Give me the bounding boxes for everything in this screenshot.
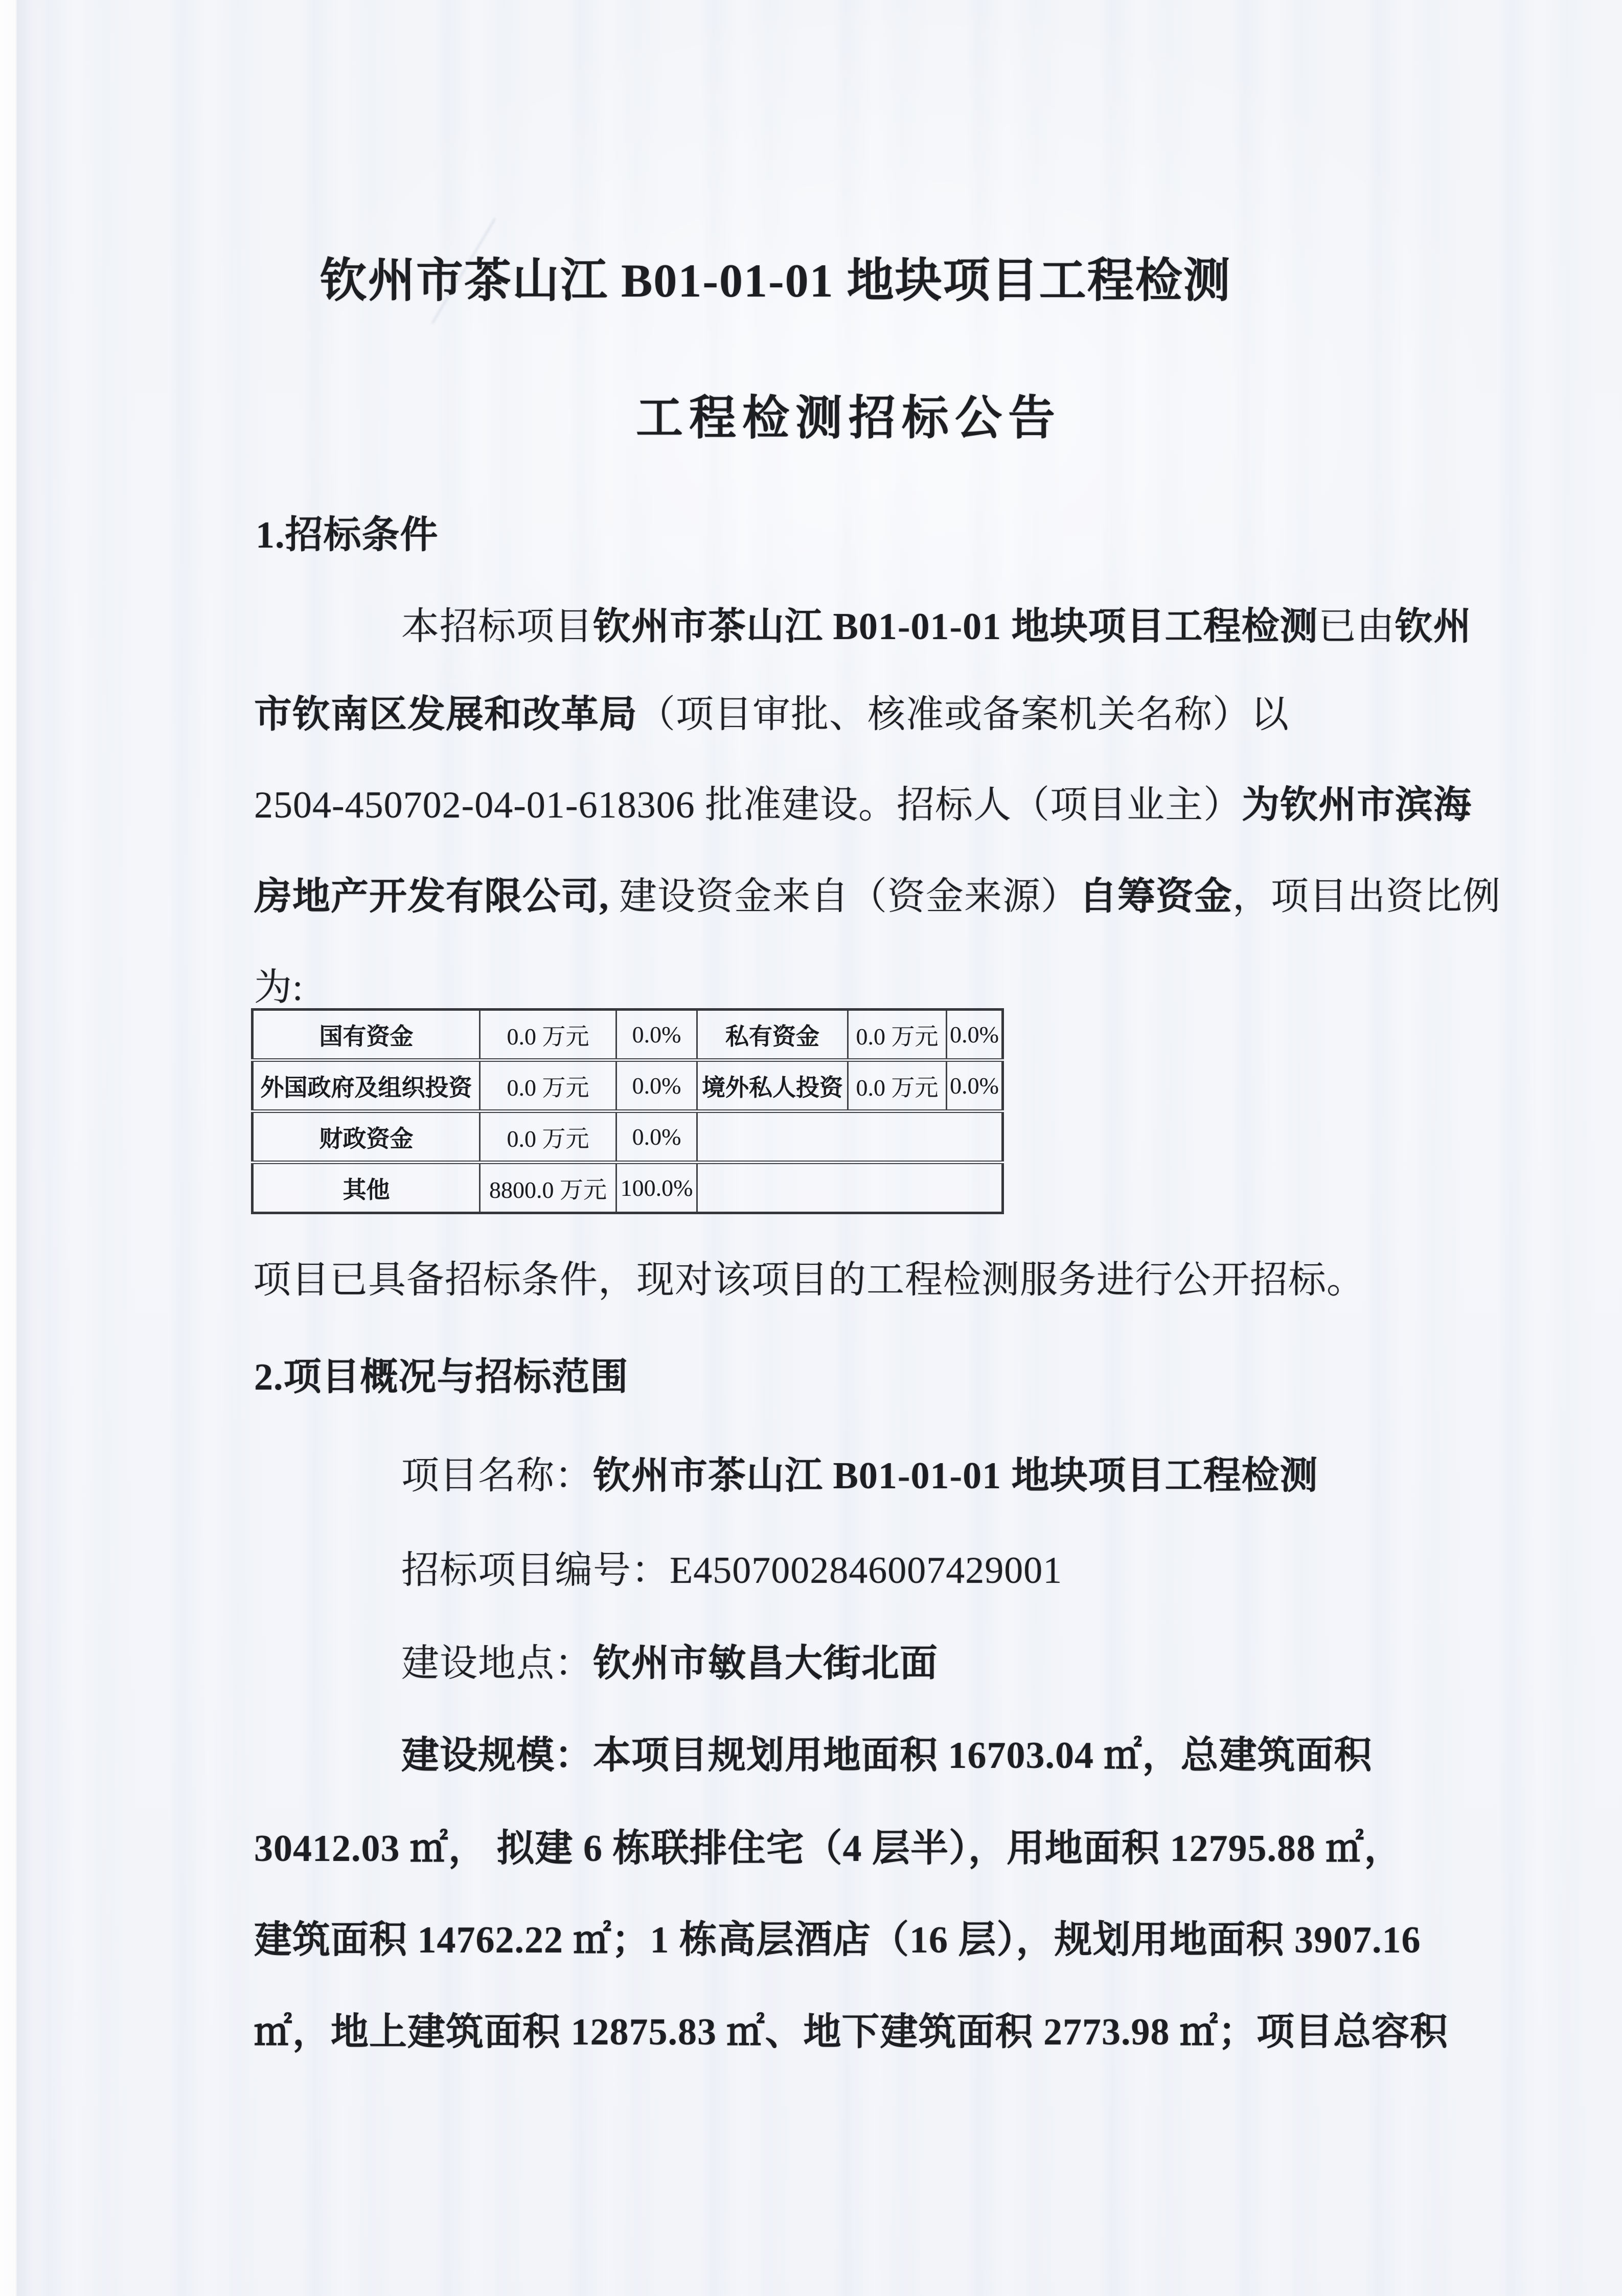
table-cell: 0.0%: [947, 1010, 1003, 1060]
section-1-heading: 1.招标条件: [256, 514, 439, 556]
authority-bold-segment: 市钦南区发展和改革局: [254, 694, 637, 736]
table-row: [253, 1010, 1003, 1060]
section-2-heading: 2.项目概况与招标范围: [254, 1356, 629, 1398]
project-name-line: [401, 1454, 1318, 1498]
table-cell: 0.0 万元: [480, 1010, 616, 1060]
project-name-value: 钦州市茶山江 B01-01-01 地块项目工程检测: [593, 1455, 1318, 1497]
paragraph-line: [254, 784, 1472, 827]
table-cell: 境外私人投资: [697, 1060, 848, 1111]
table-cell: 8800.0 万元: [480, 1163, 616, 1213]
table-cell: 0.0%: [616, 1060, 697, 1111]
funding-source-bold-segment: 自筹资金: [1079, 876, 1232, 918]
paragraph-line: [254, 693, 1289, 737]
tender-code-line: [401, 1549, 1062, 1593]
paragraph-line: [401, 605, 1472, 649]
text-segment: 已由: [1318, 606, 1395, 648]
construction-scale-line: 30412.03 ㎡， 拟建 6 栋联排住宅（4 层半），用地面积 12795.88 ㎡，: [254, 1828, 1403, 1870]
table-cell: 0.0 万元: [480, 1060, 616, 1111]
construction-scale-line: 建设规模：本项目规划用地面积 16703.04 ㎡，总建筑面积: [401, 1735, 1373, 1777]
table-row: [253, 1163, 1003, 1213]
construction-site-line: [401, 1642, 938, 1686]
project-name-bold-segment: 钦州市茶山江 B01-01-01 地块项目工程检测: [593, 606, 1318, 648]
table-cell-empty: [697, 1163, 1003, 1213]
construction-site-value: 钦州市敏昌大街北面: [593, 1643, 938, 1685]
table-cell: 0.0%: [947, 1060, 1003, 1111]
construction-site-label: 建设地点：: [401, 1643, 593, 1685]
table-cell: 0.0 万元: [480, 1111, 616, 1163]
paragraph-line: 为:: [254, 967, 304, 1009]
text-segment: ，项目出资比例: [1232, 876, 1501, 918]
funding-ratio-table: [251, 1008, 1004, 1214]
document-title-line-2: 工程检测招标公告: [636, 392, 1062, 444]
owner-bold-segment: 为钦州市滨海: [1242, 784, 1472, 826]
table-row: [253, 1060, 1003, 1111]
approval-number-segment: 2504-450702-04-01-618306 批准建设。招标人（项目业主）: [254, 784, 1242, 826]
table-cell: 其他: [253, 1163, 480, 1213]
scan-left-edge-shadow: [0, 0, 47, 2296]
table-cell: 0.0%: [616, 1111, 697, 1163]
table-cell: 私有资金: [697, 1010, 848, 1060]
text-segment: （项目审批、核准或备案机关名称）以: [637, 694, 1289, 736]
tender-code-value: E4507002846007429001: [670, 1550, 1063, 1592]
document-title-line-1: 钦州市茶山江 B01-01-01 地块项目工程检测: [320, 255, 1231, 307]
project-name-label: 项目名称：: [401, 1455, 593, 1497]
owner-bold-segment: 房地产开发有限公司,: [254, 876, 609, 918]
table-cell: 0.0%: [616, 1010, 697, 1060]
text-segment: 本招标项目: [401, 606, 593, 648]
paragraph-line: [254, 875, 1501, 919]
table-row: [253, 1111, 1003, 1163]
table-cell: 100.0%: [616, 1163, 697, 1213]
construction-scale-line: 建筑面积 14762.22 ㎡；1 栋高层酒店（16 层），规划用地面积 3907.16: [254, 1919, 1421, 1961]
table-cell-empty: [697, 1111, 1003, 1163]
table-cell: 财政资金: [253, 1111, 480, 1163]
authority-bold-segment: 钦州: [1395, 606, 1472, 648]
text-segment: 建设资金来自（资金来源）: [609, 876, 1079, 918]
table-cell: 外国政府及组织投资: [253, 1060, 480, 1111]
construction-scale-line: ㎡，地上建筑面积 12875.83 ㎡、地下建筑面积 2773.98 ㎡；项目总容积: [254, 2011, 1448, 2053]
tender-code-label: 招标项目编号：: [401, 1550, 670, 1592]
closing-paragraph: 项目已具备招标条件，现对该项目的工程检测服务进行公开招标。: [253, 1259, 1365, 1301]
table-cell: 0.0 万元: [848, 1060, 947, 1111]
table-cell: 国有资金: [253, 1010, 480, 1060]
table-cell: 0.0 万元: [848, 1010, 947, 1060]
